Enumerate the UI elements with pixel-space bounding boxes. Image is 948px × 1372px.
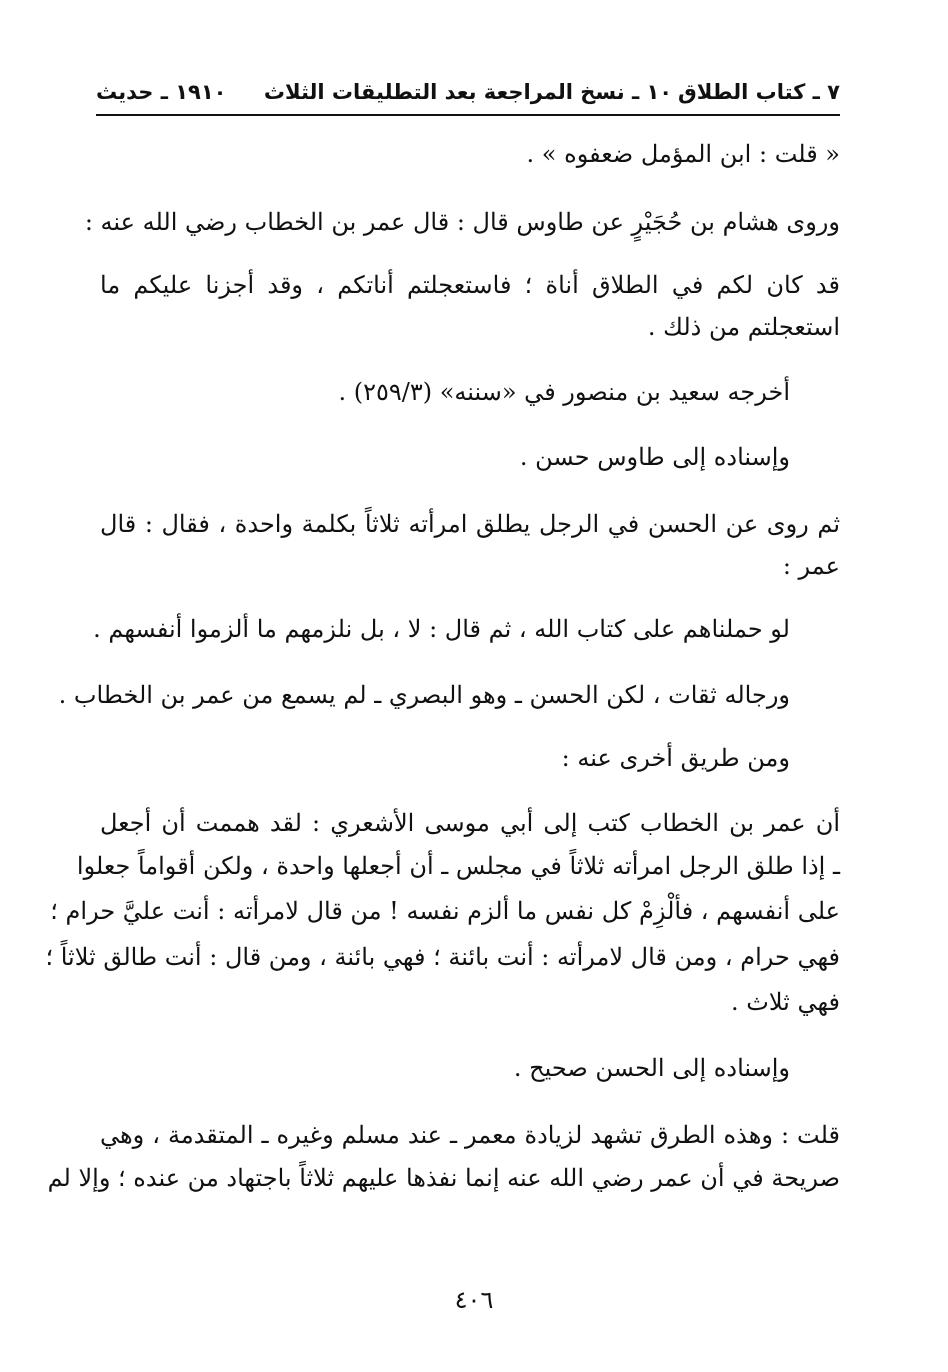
header-hadith-number: ١٩١٠ ـ حديث	[96, 80, 227, 104]
text-line: قلت : وهذه الطرق تشهد لزيادة معمر ـ عند مسلم وغيره ـ المتقدمة ، وهي	[100, 1121, 840, 1149]
running-header	[96, 74, 840, 114]
header-section: ١٠ ـ نسخ المراجعة بعد التطليقات الثلاث	[263, 80, 673, 104]
text-line: ورجاله ثقات ، لكن الحسن ـ وهو البصري ـ لم يسمع من عمر بن الخطاب .	[58, 681, 790, 709]
text-line: لو حملناهم على كتاب الله ، ثم قال : لا ، بل نلزمهم ما ألزموا أنفسهم .	[93, 615, 790, 643]
text-line: « قلت : ابن المؤمل ضعفوه » .	[526, 140, 840, 168]
text-line: فهي حرام ، ومن قال لامرأته : أنت بائنة ؛ فهي بائنة ، ومن قال : أنت طالق ثلاثاً ؛	[45, 943, 840, 971]
text-line: ومن طريق أخرى عنه :	[561, 744, 790, 772]
text-line: على أنفسهم ، فألْزِمْ كل نفس ما ألزم نفسه ! من قال لامرأته : أنت عليَّ حرام ؛	[50, 897, 840, 925]
text-line: استعجلتم من ذلك .	[647, 313, 840, 341]
text-line: أخرجه سعيد بن منصور في «سننه» (٢٥٩/٣) .	[338, 378, 790, 406]
text-line: عمر :	[782, 552, 840, 580]
text-line: ثم روى عن الحسن في الرجل يطلق امرأته ثلاثاً بكلمة واحدة ، فقال : قال	[100, 510, 840, 538]
text-line: وإسناده إلى طاوس حسن .	[519, 443, 790, 471]
text-line: ـ إذا طلق الرجل امرأته ثلاثاً في مجلس ـ أن أجعلها واحدة ، ولكن أقواماً جعلوا	[76, 852, 840, 880]
header-chapter: ٧ ـ كتاب الطلاق	[678, 80, 840, 104]
text-line: فهي ثلاث .	[730, 988, 840, 1016]
text-line: قد كان لكم في الطلاق أناة ؛ فاستعجلتم أناتكم ، وقد أجزنا عليكم ما	[100, 271, 840, 299]
text-line: وإسناده إلى الحسن صحيح .	[513, 1054, 790, 1082]
text-line: أن عمر بن الخطاب كتب إلى أبي موسى الأشعري : لقد هممت أن أجعل	[100, 809, 840, 837]
text-line: صريحة في أن عمر رضي الله عنه إنما نفذها عليهم ثلاثاً باجتهاد من عنده ؛ وإلا لم	[47, 1164, 840, 1192]
page-number: ٤٠٦	[454, 1286, 494, 1314]
text-line: وروى هشام بن حُجَيْرٍ عن طاوس قال : قال عمر بن الخطاب رضي الله عنه :	[84, 208, 840, 236]
header-divider	[96, 114, 840, 116]
